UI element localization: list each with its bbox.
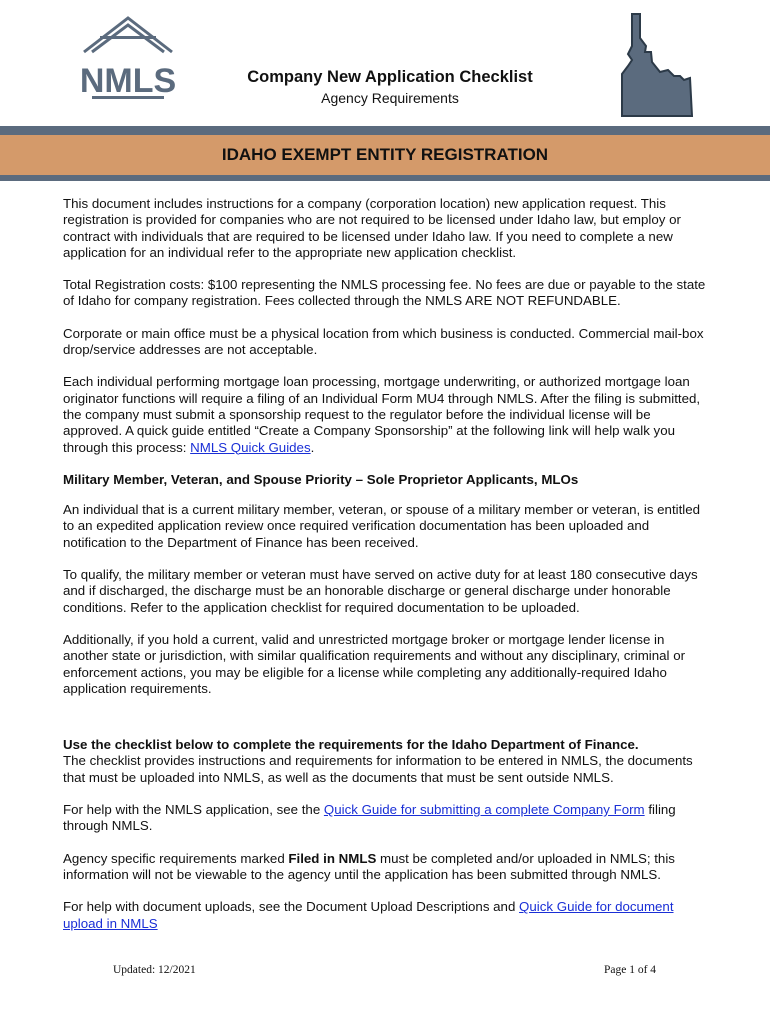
document-title: Company New Application Checklist bbox=[247, 68, 533, 86]
upload-pre: For help with document uploads, see the Document Upload Descriptions and bbox=[63, 899, 520, 915]
footer-updated: Updated: 12/2021 bbox=[113, 964, 196, 976]
company-form-guide-link[interactable]: Quick Guide for submitting a complete Company Form bbox=[323, 802, 645, 818]
nmls-logo bbox=[78, 12, 178, 104]
checklist-text: The checklist provides instructions and requirements for information to be entered in NMLS, the documents that must be uploaded into NMLS, as well as the documents that must be sent outside NMLS. bbox=[63, 753, 693, 785]
sponsorship-end: . bbox=[310, 439, 315, 455]
document-subtitle: Agency Requirements bbox=[321, 90, 459, 106]
qualify-paragraph: To qualify, the military member or veteran must have served on active duty for at least 180 consecutive days and if discharged, the discharge must be an honorable discharge or general discharge under honorable conditions. Refer to the application checklist for required documentation to be uploaded. bbox=[63, 567, 698, 615]
agency-bold: Filed in NMLS bbox=[288, 850, 377, 866]
idaho-state-icon bbox=[618, 12, 696, 118]
reciprocity-paragraph: Additionally, if you hold a current, valid and unrestricted mortgage broker or mortgage lender license in another state or jurisdiction, with similar qualification requirements and without any disciplinary, criminal or enforcement actions, you may be eligible for a license while completing any additionally-required Idaho application requirements. bbox=[63, 631, 686, 696]
footer-page-number: Page 1 of 4 bbox=[604, 964, 657, 976]
banner-top-stripe bbox=[0, 126, 770, 135]
document-upload-guide-link[interactable]: Quick Guide for document upload in NMLS bbox=[63, 899, 674, 931]
banner-title: IDAHO EXEMPT ENTITY REGISTRATION bbox=[221, 145, 549, 164]
checklist-paragraph bbox=[63, 737, 711, 786]
sponsorship-text: Each individual performing mortgage loan processing, mortgage underwriting, or authorized mortgage loan originator functions will require a filing of an Individual Form MU4 through NMLS. After the filing is submitted, the company must submit a sponsorship request to the regulator before the individual license will be approved. A quick guide entitled “Create a Company Sponsorship” at the following link will help walk you through this process: bbox=[63, 374, 701, 455]
help-paragraph bbox=[63, 802, 711, 835]
agency-paragraph bbox=[63, 851, 711, 884]
sponsorship-paragraph bbox=[63, 374, 711, 455]
agency-post: must be completed and/or uploaded in NMLS; this information will not be viewable to the agency until the application has been submitted through NMLS. bbox=[63, 850, 675, 882]
help-pre: For help with the NMLS application, see the bbox=[63, 802, 324, 818]
military-paragraph: An individual that is a current military member, veteran, or spouse of a military member or veteran, is entitled to an expedited application review once required verification documentation has been uploaded and notification to the Department of Finance has been received. bbox=[63, 502, 701, 550]
logo-text: NMLS bbox=[79, 62, 177, 100]
military-heading: Military Member, Veteran, and Spouse Priority – Sole Proprietor Applicants, MLOs bbox=[63, 471, 579, 487]
office-requirement-paragraph: Corporate or main office must be a physical location from which business is conducted. Commercial mail-box drop/service addresses are not acceptable. bbox=[63, 325, 704, 358]
banner-bottom-stripe bbox=[0, 175, 770, 181]
agency-pre: Agency specific requirements marked bbox=[63, 850, 289, 866]
help-post: filing through NMLS. bbox=[63, 802, 676, 834]
document-body bbox=[63, 196, 711, 948]
military-heading-paragraph bbox=[63, 472, 711, 488]
nmls-quick-guides-link[interactable]: NMLS Quick Guides bbox=[190, 439, 311, 455]
registration-costs-paragraph: Total Registration costs: $100 representing the NMLS processing fee. No fees are due or payable to the state of Idaho for company registration. Fees collected through the NMLS ARE NOT REFUNDABLE. bbox=[63, 277, 706, 309]
checklist-heading: Use the checklist below to complete the requirements for the Idaho Department of Finance. bbox=[63, 737, 639, 753]
intro-paragraph: This document includes instructions for a company (corporation location) new application request. This registration is provided for companies who are not required to be licensed under Idaho law, but employ or contract with individuals that are required to be licensed under Idaho law. If you need to complete a new application for an individual refer to the appropriate new application checklist. bbox=[63, 196, 681, 260]
upload-paragraph bbox=[63, 899, 711, 932]
banner bbox=[0, 135, 770, 175]
